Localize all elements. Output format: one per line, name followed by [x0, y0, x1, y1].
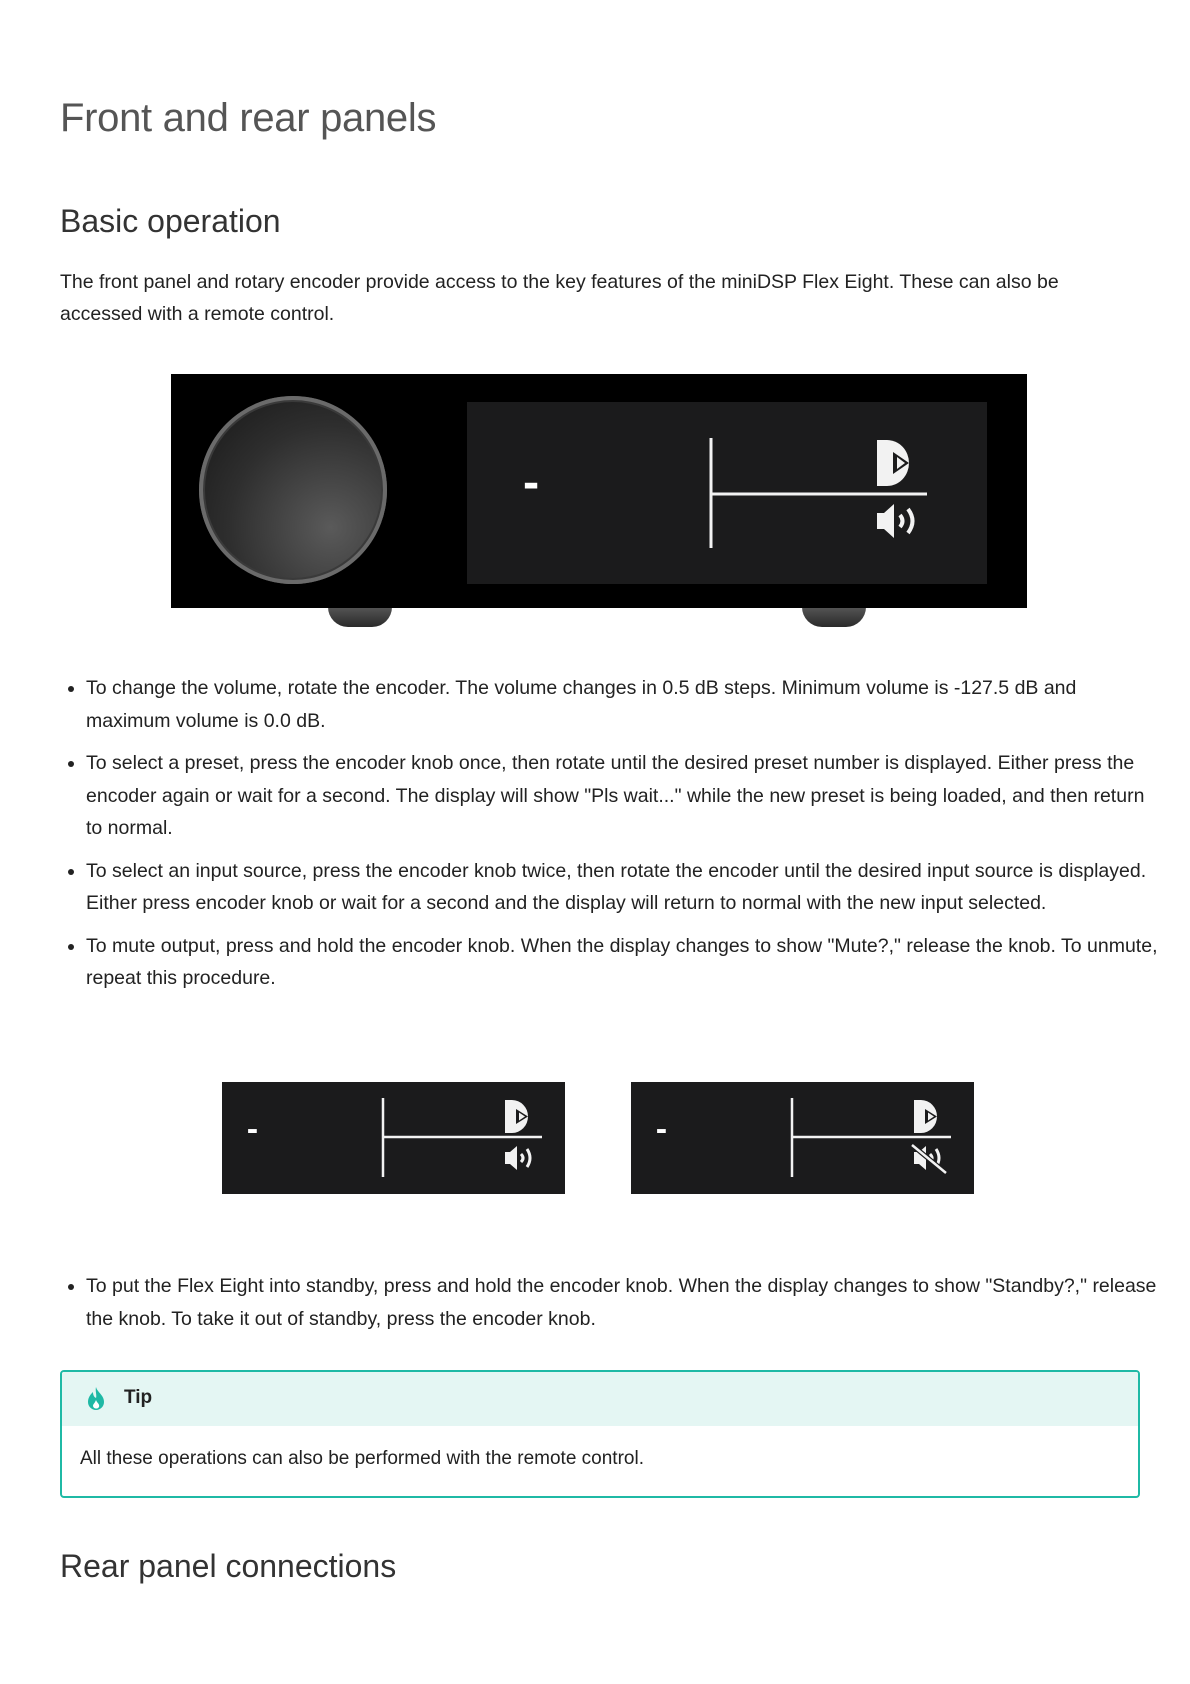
dirac-logo-icon	[505, 1100, 528, 1133]
display-graphics	[467, 402, 987, 584]
tip-body: All these operations can also be performed with the remote control.	[80, 1448, 644, 1469]
device-foot-left	[328, 607, 392, 627]
volume-readout: -	[519, 461, 544, 507]
list-item: • To change the volume, rotate the encoder. The volume changes in 0.5 dB steps. Minimum volume is -127.5 dB and maximum volume is 0.0 dB.	[86, 672, 1166, 737]
list-item: • To select an input source, press the encoder knob twice, then rotate the encoder until the desired input source is displayed. Either press encoder knob or wait for a second and the display will return to normal with the new input selected.	[86, 855, 1166, 920]
display-muted-state	[631, 1082, 974, 1194]
speaker-volume-icon	[877, 504, 913, 538]
flame-icon	[84, 1386, 108, 1412]
list-item: • To put the Flex Eight into standby, press and hold the encoder knob. When the display changes to show "Standby?," release the knob. To take it out of standby, press the encoder knob.	[86, 1270, 1166, 1335]
list-item: • To mute output, press and hold the encoder knob. When the display changes to show "Mute?," release the knob. To unmute, repeat this procedure.	[86, 930, 1166, 995]
operation-instructions-list	[60, 672, 1166, 1005]
tip-callout	[60, 1370, 1140, 1498]
list-item: • To select a preset, press the encoder knob once, then rotate until the desired preset number is displayed. Either press the encoder again or wait for a second. The display will show "Pls wait..." while the new preset is being loaded, and then return to normal.	[86, 747, 1166, 845]
standby-instructions-list	[60, 1270, 1166, 1345]
tip-header	[62, 1372, 1138, 1426]
dirac-logo-icon	[877, 440, 909, 486]
device-foot-right	[802, 607, 866, 627]
intro-paragraph: The front panel and rotary encoder provide access to the key features of the miniDSP Flex Eight. These can also be accessed with a remote control.	[60, 271, 1059, 325]
speaker-volume-icon	[505, 1146, 530, 1170]
dirac-logo-icon	[914, 1100, 937, 1133]
section-heading-basic-operation: Basic operation	[60, 203, 281, 239]
volume-readout: -	[244, 1113, 261, 1146]
display-normal-state	[222, 1082, 565, 1194]
device-body	[171, 374, 1027, 608]
display-graphics	[631, 1082, 974, 1194]
page-title: Front and rear panels	[60, 96, 437, 140]
device-display	[467, 402, 987, 584]
tip-title: Tip	[124, 1387, 153, 1408]
volume-readout: -	[653, 1113, 670, 1146]
speaker-muted-icon	[912, 1145, 946, 1173]
display-graphics	[222, 1082, 565, 1194]
rotary-encoder-knob	[199, 396, 387, 584]
section-heading-rear-panel: Rear panel connections	[60, 1548, 397, 1584]
